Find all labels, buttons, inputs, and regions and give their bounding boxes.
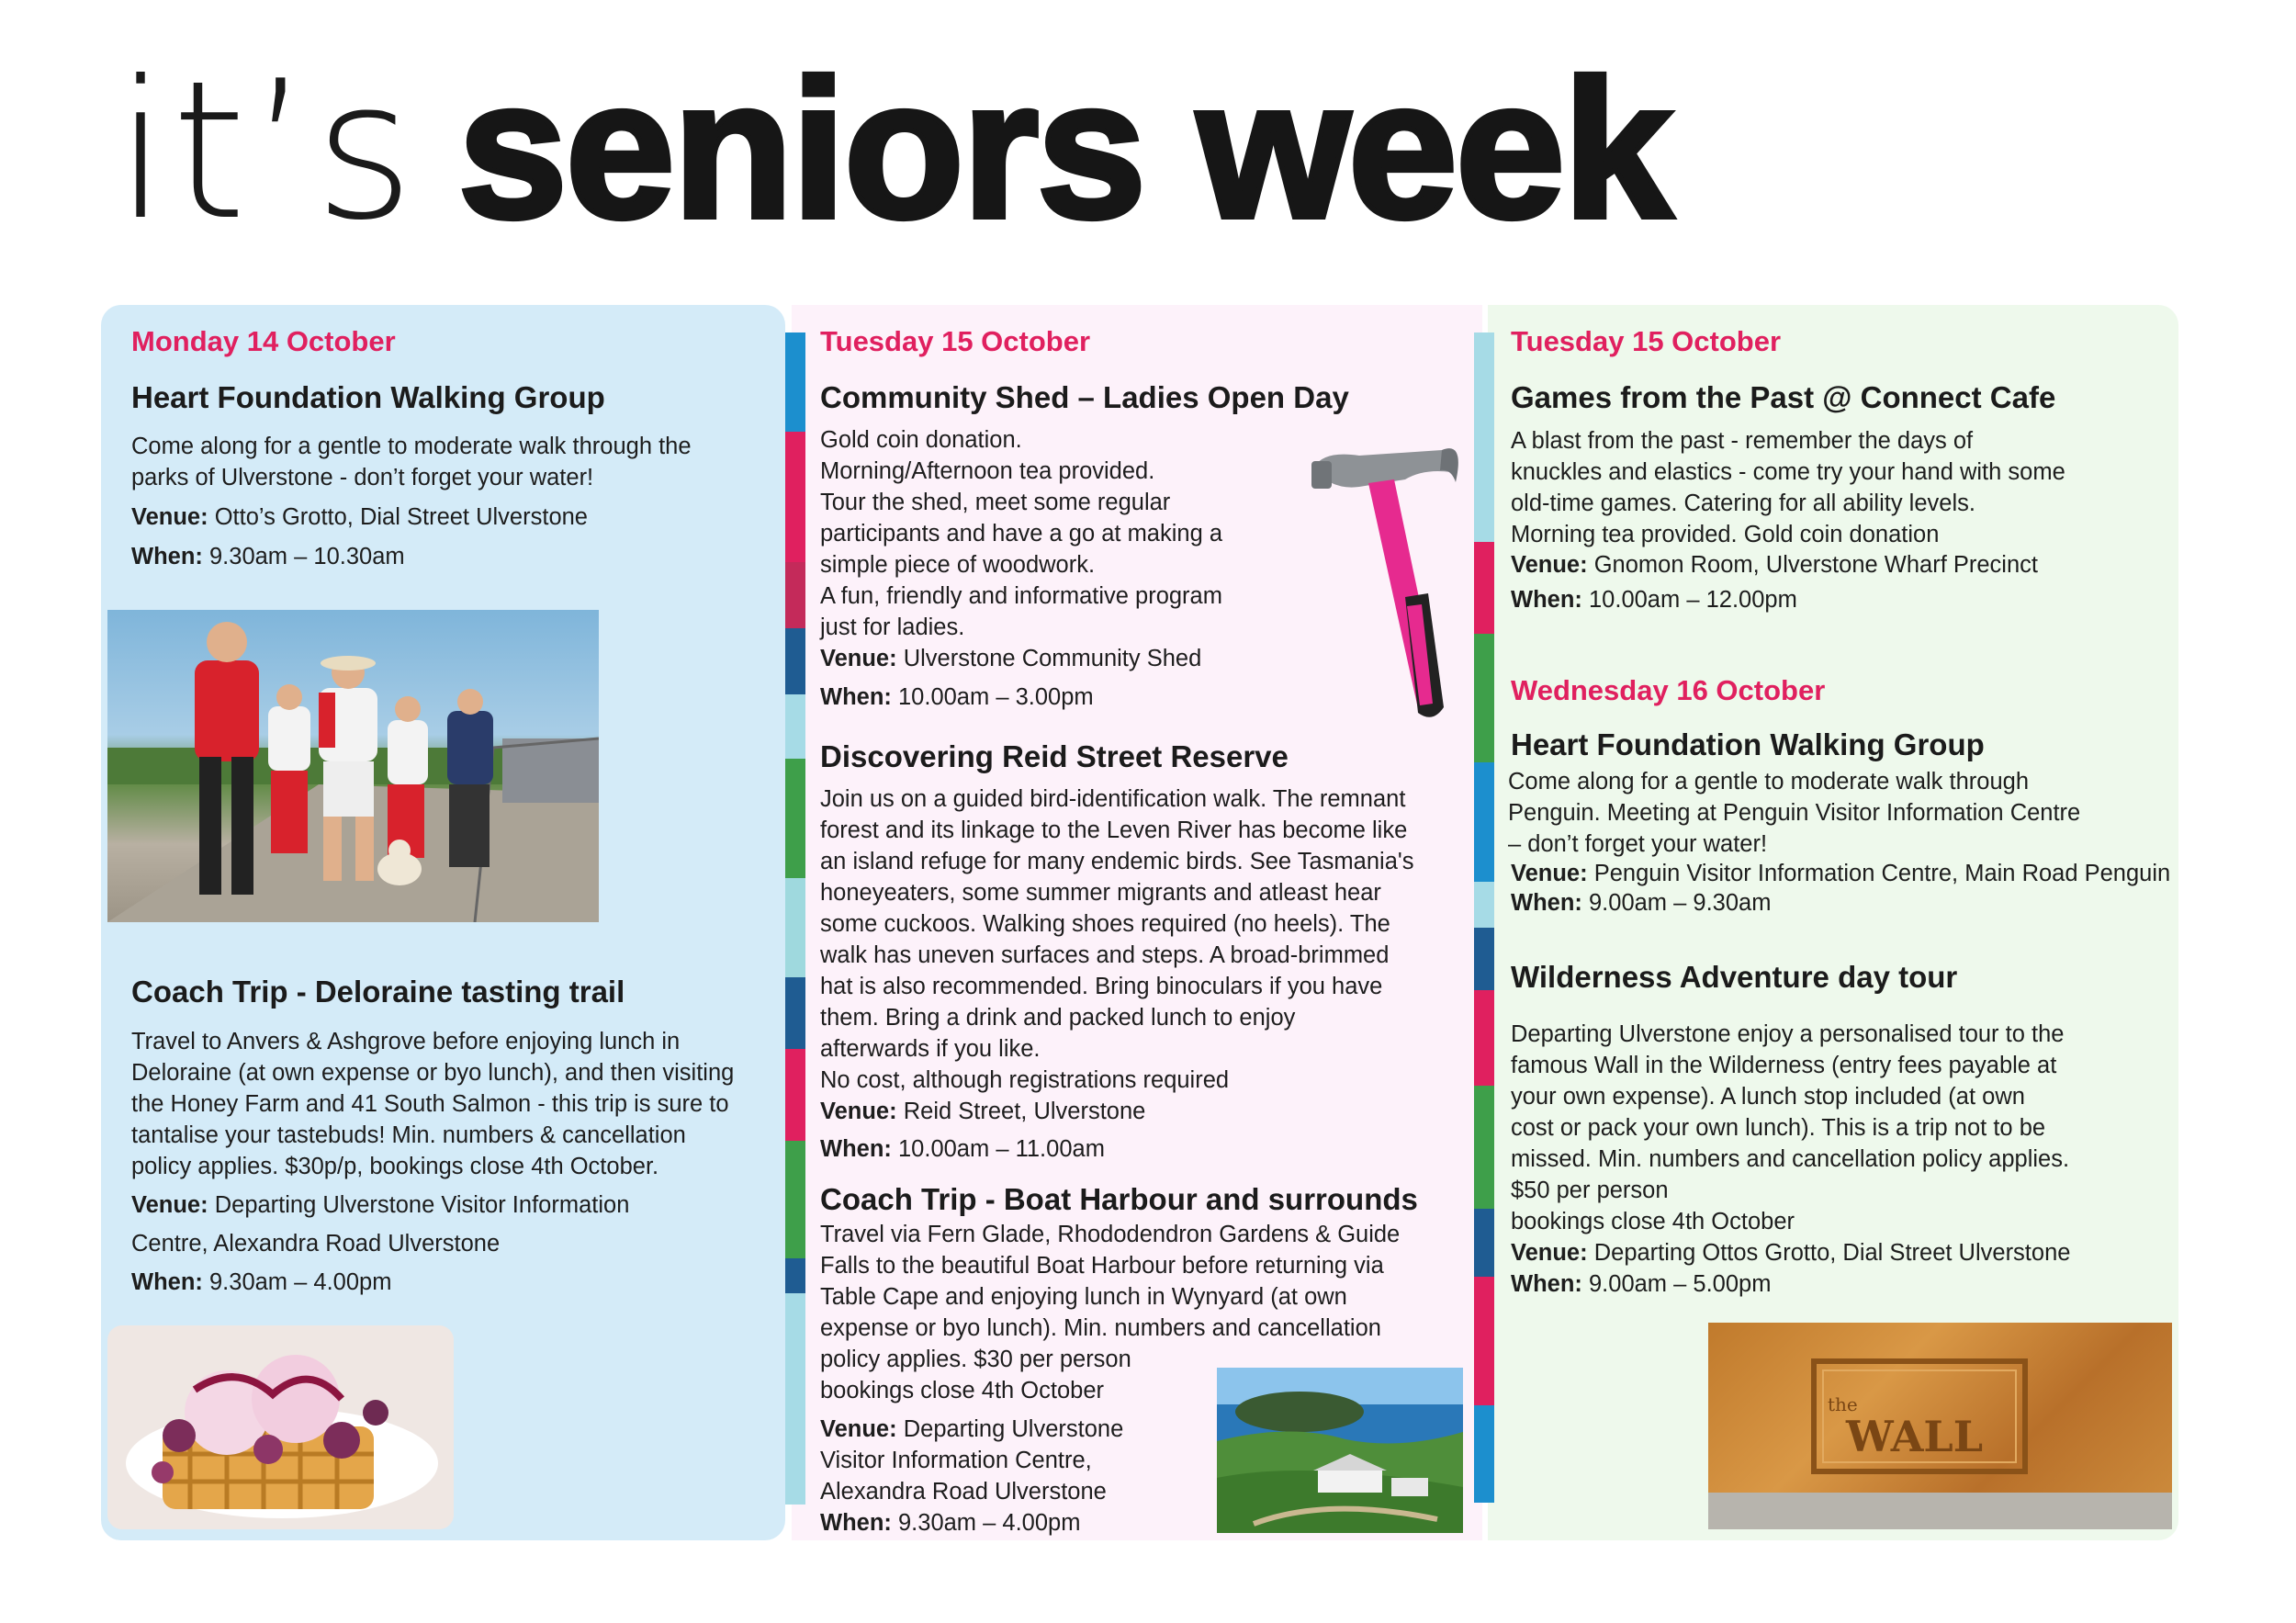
- wall-sign-photo: [1708, 1323, 2172, 1529]
- event-desc-line: bookings close 4th October: [1511, 1209, 1795, 1234]
- event-venue: Venue: Departing Ulverstone: [820, 1416, 1124, 1442]
- wall-sign-big: WALL: [1846, 1412, 1984, 1461]
- event-desc-line: knuckles and elastics - come try your hand with some: [1511, 459, 2065, 485]
- day-heading-monday: Monday 14 October: [131, 325, 396, 357]
- event-venue: Venue: Penguin Visitor Information Centre, Main Road Penguin: [1511, 861, 2171, 886]
- event-desc-line: policy applies. $30 per person: [820, 1347, 1131, 1372]
- event-desc-line: afterwards if you like.: [820, 1036, 1041, 1062]
- event-desc-line: participants and have a go at making a: [820, 521, 1223, 547]
- event-when: When: 10.00am – 3.00pm: [820, 684, 1094, 710]
- event-desc-line: Tour the shed, meet some regular: [820, 490, 1171, 515]
- event-venue: Venue: Otto’s Grotto, Dial Street Ulverstone: [131, 504, 588, 530]
- event-when: When: 9.00am – 5.00pm: [1511, 1271, 1772, 1297]
- event-desc-line: A blast from the past - remember the days of: [1511, 428, 1974, 454]
- event-title-games: Games from the Past @ Connect Cafe: [1511, 380, 2056, 414]
- event-when: When: 9.00am – 9.30am: [1511, 890, 1772, 916]
- event-title-community-shed: Community Shed – Ladies Open Day: [820, 380, 1349, 414]
- event-desc-line: Morning/Afternoon tea provided.: [820, 458, 1155, 484]
- event-venue: Venue: Reid Street, Ulverstone: [820, 1099, 1146, 1124]
- event-venue-cont: Alexandra Road Ulverstone: [820, 1479, 1107, 1505]
- event-desc-line: old-time games. Catering for all ability levels.: [1511, 490, 1975, 516]
- event-venue: Venue: Departing Ottos Grotto, Dial Street Ulverstone: [1511, 1240, 2071, 1266]
- event-venue-cont: Visitor Information Centre,: [820, 1448, 1092, 1473]
- event-desc-line: A fun, friendly and informative program: [820, 583, 1222, 609]
- event-when: When: 9.30am – 10.30am: [131, 544, 405, 569]
- event-desc-line: – don’t forget your water!: [1508, 831, 1768, 857]
- event-desc-line: honeyeaters, some summer migrants and atleast hear: [820, 880, 1381, 906]
- title-bold: seniors week: [457, 39, 1671, 259]
- event-venue-cont: Centre, Alexandra Road Ulverstone: [131, 1231, 501, 1257]
- event-desc-line: Table Cape and enjoying lunch in Wynyard (at own: [820, 1284, 1347, 1310]
- hammer-image: [1304, 432, 1469, 735]
- event-desc-line: expense or byo lunch). Min. numbers and cancellation: [820, 1315, 1381, 1341]
- event-desc-line: tantalise your tastebuds! Min. numbers & cancellation: [131, 1122, 686, 1148]
- event-title-deloraine: Coach Trip - Deloraine tasting trail: [131, 975, 625, 1009]
- event-when: When: 10.00am – 12.00pm: [1511, 587, 1797, 613]
- event-desc-line: Morning tea provided. Gold coin donation: [1511, 522, 1940, 547]
- event-title-boat-harbour: Coach Trip - Boat Harbour and surrounds: [820, 1182, 1418, 1216]
- walking-group-photo: [107, 610, 599, 922]
- day-heading-tuesday-2: Tuesday 15 October: [1511, 325, 1782, 357]
- event-venue: Venue: Gnomon Room, Ulverstone Wharf Precinct: [1511, 552, 2038, 578]
- day-heading-tuesday: Tuesday 15 October: [820, 325, 1091, 357]
- event-title-walking-group: Heart Foundation Walking Group: [131, 380, 605, 414]
- event-desc-line: parks of Ulverstone - don’t forget your water!: [131, 465, 594, 490]
- event-when: When: 9.30am – 4.00pm: [820, 1510, 1081, 1536]
- event-venue: Venue: Ulverstone Community Shed: [820, 646, 1202, 671]
- event-desc-line: bookings close 4th October: [820, 1378, 1105, 1403]
- event-desc-line: Gold coin donation.: [820, 427, 1022, 453]
- event-desc-line: forest and its linkage to the Leven River has become like: [820, 817, 1408, 843]
- event-desc-line: Come along for a gentle to moderate walk through: [1508, 769, 2030, 795]
- wall-sign-small: the: [1828, 1393, 1858, 1415]
- event-when: When: 9.30am – 4.00pm: [131, 1269, 392, 1295]
- event-desc-line: the Honey Farm and 41 South Salmon - this trip is sure to: [131, 1091, 729, 1117]
- event-desc-line: Penguin. Meeting at Penguin Visitor Information Centre: [1508, 800, 2081, 826]
- event-desc-line: No cost, although registrations required: [820, 1067, 1230, 1093]
- boat-harbour-photo: [1217, 1368, 1463, 1533]
- event-desc-line: Departing Ulverstone enjoy a personalised tour to the: [1511, 1021, 2065, 1047]
- event-desc-line: Travel to Anvers & Ashgrove before enjoying lunch in: [131, 1029, 681, 1054]
- event-title-walking-group-penguin: Heart Foundation Walking Group: [1511, 727, 1985, 761]
- event-desc-line: cost or pack your own lunch). This is a trip not to be: [1511, 1115, 2046, 1141]
- event-desc-line: Join us on a guided bird-identification walk. The remnant: [820, 786, 1406, 812]
- event-desc-line: missed. Min. numbers and cancellation policy applies.: [1511, 1146, 2070, 1172]
- page-title: [115, 37, 1671, 276]
- event-desc-line: some cuckoos. Walking shoes required (no heels). The: [820, 911, 1390, 937]
- dessert-photo: [107, 1325, 454, 1529]
- event-title-reid-street: Discovering Reid Street Reserve: [820, 739, 1289, 773]
- event-desc-line: an island refuge for many endemic birds. See Tasmania's: [820, 849, 1414, 874]
- event-when: When: 10.00am – 11.00am: [820, 1136, 1105, 1162]
- event-desc-line: them. Bring a drink and packed lunch to enjoy: [820, 1005, 1296, 1031]
- event-desc-line: walk has uneven surfaces and steps. A broad-brimmed: [820, 942, 1390, 968]
- title-light: it’s: [115, 40, 418, 263]
- event-desc-line: simple piece of woodwork.: [820, 552, 1096, 578]
- event-desc-line: just for ladies.: [820, 614, 965, 640]
- event-desc-line: policy applies. $30p/p, bookings close 4th October.: [131, 1154, 659, 1179]
- event-desc-line: Travel via Fern Glade, Rhododendron Gardens & Guide: [820, 1222, 1401, 1247]
- event-venue: Venue: Departing Ulverstone Visitor Information: [131, 1192, 630, 1218]
- event-desc-line: famous Wall in the Wilderness (entry fees payable at: [1511, 1053, 2057, 1078]
- event-desc-line: your own expense). A lunch stop included (at own: [1511, 1084, 2025, 1110]
- event-desc-line: Falls to the beautiful Boat Harbour before returning via: [820, 1253, 1384, 1279]
- event-desc-line: $50 per person: [1511, 1178, 1669, 1203]
- event-desc-line: Come along for a gentle to moderate walk through the: [131, 434, 692, 459]
- event-desc-line: Deloraine (at own expense or byo lunch), and then visiting: [131, 1060, 735, 1086]
- event-desc-line: hat is also recommended. Bring binoculars if you have: [820, 974, 1383, 999]
- event-title-wilderness: Wilderness Adventure day tour: [1511, 960, 1958, 994]
- day-heading-wednesday: Wednesday 16 October: [1511, 674, 1826, 706]
